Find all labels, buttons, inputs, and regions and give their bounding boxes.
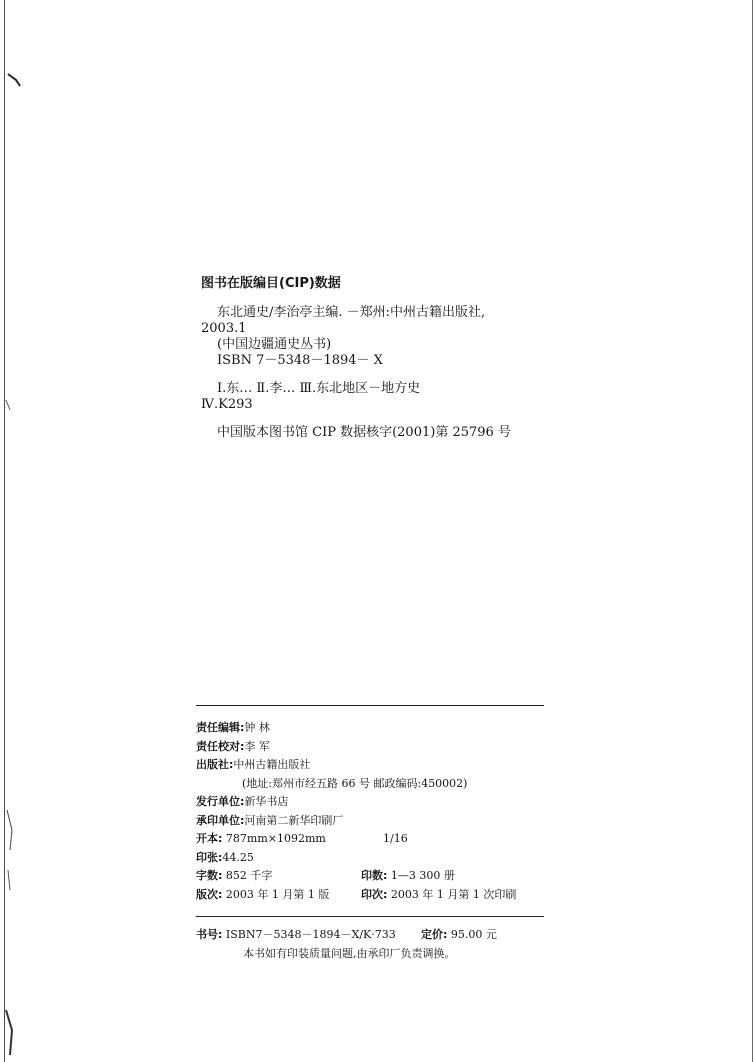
format-row xyxy=(196,830,544,849)
proofreader-label: 责任校对: xyxy=(196,739,245,753)
edition-label: 版次: xyxy=(196,887,223,901)
format-extra: 1/16 xyxy=(383,832,408,845)
book-number-row xyxy=(196,926,544,945)
printer-row xyxy=(196,812,544,831)
words-label: 字数: xyxy=(196,869,223,882)
words-value: 852 千字 xyxy=(225,869,273,882)
edition-row xyxy=(196,886,544,905)
cip-classification-line: Ⅳ.K293 xyxy=(201,397,253,412)
impression-label: 印次: xyxy=(361,887,388,901)
colophon xyxy=(196,705,544,963)
editor-row xyxy=(196,719,544,738)
print-run-value: 1—3 300 册 xyxy=(390,869,455,882)
words-row xyxy=(196,867,544,886)
cip-record-number: 中国版本图书馆 CIP 数据核字(2001)第 25796 号 xyxy=(217,425,511,440)
cip-subject-line: Ⅰ.东… Ⅱ.李… Ⅲ.东北地区－地方史 xyxy=(217,381,421,396)
cip-series-line: (中国边疆通史丛书) xyxy=(217,337,332,352)
sheets-value: 44.25 xyxy=(222,850,254,864)
publisher-label: 出版社: xyxy=(196,758,234,771)
divider xyxy=(196,916,544,917)
scan-edge-right xyxy=(752,0,753,1062)
format-value: 787mm×1092mm xyxy=(225,832,326,845)
proofreader-row xyxy=(196,738,544,757)
scan-mark xyxy=(0,0,30,1062)
cip-isbn-line: ISBN 7－5348－1894－ X xyxy=(217,353,383,368)
cip-date-line: 2003.1 xyxy=(201,321,247,336)
publisher-row xyxy=(196,756,544,775)
editor-value: 钟 林 xyxy=(244,721,270,734)
proofreader-value: 李 军 xyxy=(244,739,270,753)
cip-block xyxy=(201,272,561,441)
distributor-label: 发行单位: xyxy=(196,795,245,808)
print-run-label: 印数: xyxy=(361,869,388,882)
book-number-label: 书号: xyxy=(196,928,223,941)
edition-value: 2003 年 1 月第 1 版 xyxy=(225,887,330,901)
divider xyxy=(196,705,544,706)
format-label: 开本: xyxy=(196,832,223,845)
book-number-value: ISBN7－5348－1894－X/K·733 xyxy=(225,928,396,941)
cip-title-line: 东北通史/李治亭主编. －郑州:中州古籍出版社, xyxy=(217,305,486,320)
cip-heading: 图书在版编目(CIP)数据 xyxy=(201,276,341,291)
printer-value: 河南第二新华印刷厂 xyxy=(244,813,344,827)
quality-note: 本书如有印装质量问题,由承印厂负责调换。 xyxy=(243,946,456,960)
price-value: 95.00 元 xyxy=(450,928,497,941)
price-label: 定价: xyxy=(421,928,448,941)
publisher-value: 中州古籍出版社 xyxy=(233,758,311,771)
sheets-row xyxy=(196,849,544,868)
sheets-label: 印张: xyxy=(196,850,223,864)
impression-value: 2003 年 1 月第 1 次印刷 xyxy=(390,887,517,901)
distributor-row xyxy=(196,793,544,812)
editor-label: 责任编辑: xyxy=(196,721,245,734)
publisher-address: (地址:郑州市经五路 66 号 邮政编码:450002) xyxy=(242,776,468,790)
printer-label: 承印单位: xyxy=(196,813,245,827)
distributor-value: 新华书店 xyxy=(244,795,289,808)
